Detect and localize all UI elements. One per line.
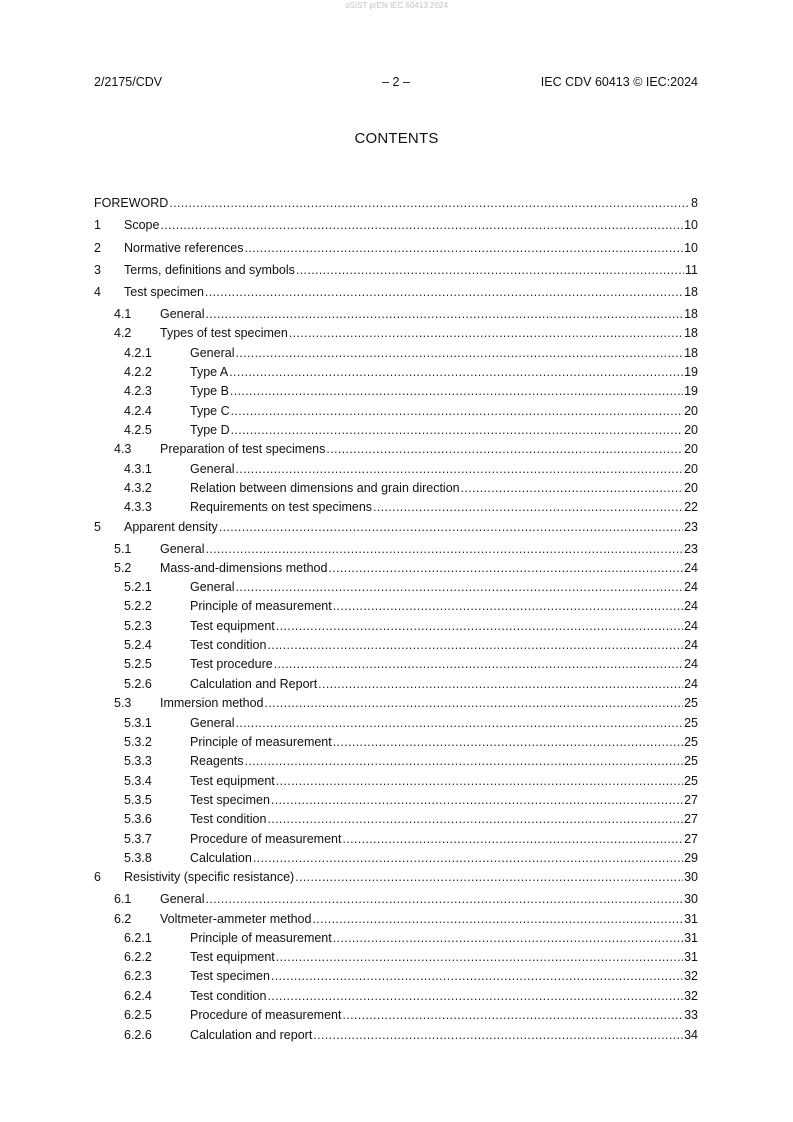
dot-leader xyxy=(267,637,683,653)
dot-leader xyxy=(235,345,683,361)
toc-entry[interactable] xyxy=(94,792,698,808)
toc-entry-number: 5 xyxy=(94,520,101,534)
toc-entry-title: Immersion method xyxy=(160,696,264,710)
toc-entry[interactable] xyxy=(94,383,698,399)
toc-entry-page: 23 xyxy=(684,542,698,556)
toc-entry-number: 5.3.4 xyxy=(124,774,152,788)
toc-entry-number: 6.2.2 xyxy=(124,950,152,964)
toc-entry-number: 1 xyxy=(94,218,101,232)
dot-leader xyxy=(205,284,683,300)
toc-entry-title: Preparation of test specimens xyxy=(160,442,326,456)
toc-entry-page: 32 xyxy=(684,989,698,1003)
toc-entry-number: 4.2.2 xyxy=(124,365,152,379)
toc-entry-number: 5.3.2 xyxy=(124,735,152,749)
toc-entry-number: 4.1 xyxy=(114,307,132,321)
toc-entry[interactable] xyxy=(94,637,698,653)
dot-leader xyxy=(253,850,683,866)
toc-entry[interactable] xyxy=(94,988,698,1004)
toc-entry-title: Type D xyxy=(190,423,230,437)
toc-entry-page: 20 xyxy=(684,481,698,495)
toc-entry[interactable] xyxy=(94,831,698,847)
toc-entry-number: 4.3.3 xyxy=(124,500,152,514)
dot-leader xyxy=(245,240,684,256)
dot-leader xyxy=(276,618,683,634)
toc-entry-title: Test procedure xyxy=(190,657,273,671)
toc-entry-number: 3 xyxy=(94,263,101,277)
toc-entry-title: Test condition xyxy=(190,638,267,652)
toc-entry-title: Type C xyxy=(190,404,230,418)
dot-leader xyxy=(205,306,683,322)
toc-entry-number: 5.2.1 xyxy=(124,580,152,594)
toc-entry-number: 6.2.3 xyxy=(124,969,152,983)
toc-entry[interactable] xyxy=(94,968,698,984)
toc-entry-title: General xyxy=(160,892,205,906)
watermark-text: oSIST prEN IEC 60413:2024 xyxy=(345,1,448,10)
toc-entry-title: Procedure of measurement xyxy=(190,1008,342,1022)
toc-entry-title: Test equipment xyxy=(190,950,275,964)
toc-entry[interactable] xyxy=(94,1007,698,1023)
toc-entry[interactable] xyxy=(94,753,698,769)
toc-entry-page: 20 xyxy=(684,404,698,418)
toc-entry-page: 25 xyxy=(684,696,698,710)
toc-entry-page: 25 xyxy=(684,716,698,730)
toc-entry[interactable] xyxy=(94,325,698,341)
toc-entry-page: 20 xyxy=(684,462,698,476)
toc-entry-page: 30 xyxy=(684,892,698,906)
toc-entry[interactable] xyxy=(94,284,698,300)
toc-entry-title: Relation between dimensions and grain direction xyxy=(190,481,460,495)
toc-entry-page: 27 xyxy=(684,812,698,826)
toc-entry[interactable] xyxy=(94,441,698,457)
toc-entry-number: 5.3 xyxy=(114,696,132,710)
toc-entry-page: 24 xyxy=(684,677,698,691)
toc-entry-page: 34 xyxy=(684,1028,698,1042)
toc-entry[interactable] xyxy=(94,217,698,233)
toc-entry-number: 4.3 xyxy=(114,442,132,456)
dot-leader xyxy=(265,695,684,711)
toc-entry[interactable] xyxy=(94,195,698,211)
dot-leader xyxy=(296,262,684,278)
toc-entry-page: 18 xyxy=(684,326,698,340)
toc-entry-page: 11 xyxy=(685,263,698,277)
toc-entry[interactable] xyxy=(94,579,698,595)
toc-entry-title: Principle of measurement xyxy=(190,931,332,945)
dot-leader xyxy=(289,325,683,341)
dot-leader xyxy=(235,579,683,595)
toc-entry-page: 18 xyxy=(684,307,698,321)
toc-entry-number: 6.1 xyxy=(114,892,132,906)
dot-leader xyxy=(229,364,683,380)
toc-entry-title: Procedure of measurement xyxy=(190,832,342,846)
page-header xyxy=(94,75,698,91)
toc-entry-number: 4.3.2 xyxy=(124,481,152,495)
toc-entry-title: Test specimen xyxy=(124,285,204,299)
toc-entry-page: 27 xyxy=(684,832,698,846)
toc-entry[interactable] xyxy=(94,850,698,866)
toc-entry-number: 5.2 xyxy=(114,561,132,575)
toc-entry-number: 6.2.4 xyxy=(124,989,152,1003)
toc-entry[interactable] xyxy=(94,869,698,885)
toc-entry-title: Calculation xyxy=(190,851,252,865)
toc-entry-title: Mass-and-dimensions method xyxy=(160,561,328,575)
toc-entry-page: 24 xyxy=(684,580,698,594)
toc-entry-page: 10 xyxy=(684,241,698,255)
toc-entry-page: 10 xyxy=(684,218,698,232)
toc-entry-number: 6.2.6 xyxy=(124,1028,152,1042)
toc-entry[interactable] xyxy=(94,422,698,438)
toc-entry-page: 8 xyxy=(691,196,698,210)
dot-leader xyxy=(235,461,683,477)
toc-entry-title: Principle of measurement xyxy=(190,599,332,613)
toc-entry-page: 31 xyxy=(684,912,698,926)
toc-entry-number: 5.3.7 xyxy=(124,832,152,846)
toc-entry-page: 18 xyxy=(684,346,698,360)
toc-entry-page: 29 xyxy=(684,851,698,865)
toc-entry-number: 6.2 xyxy=(114,912,132,926)
page-number: – 2 – xyxy=(382,75,410,89)
toc-entry-title: Scope xyxy=(124,218,160,232)
toc-entry-number: 6.2.1 xyxy=(124,931,152,945)
toc-entry[interactable] xyxy=(94,930,698,946)
dot-leader xyxy=(205,891,683,907)
toc-entry-page: 32 xyxy=(684,969,698,983)
toc-entry-title: Calculation and Report xyxy=(190,677,318,691)
dot-leader xyxy=(245,753,684,769)
toc-entry-title: Test condition xyxy=(190,812,267,826)
toc-entry-title: General xyxy=(160,307,205,321)
toc-entry-page: 31 xyxy=(684,950,698,964)
toc-entry[interactable] xyxy=(94,364,698,380)
toc-entry[interactable] xyxy=(94,541,698,557)
dot-leader xyxy=(461,480,683,496)
toc-entry-page: 24 xyxy=(684,599,698,613)
page-title: CONTENTS xyxy=(354,130,439,147)
toc-entry-page: 30 xyxy=(684,870,698,884)
toc-entry-page: 23 xyxy=(684,520,698,534)
toc-entry-title: Type B xyxy=(190,384,229,398)
toc-entry-title: General xyxy=(190,716,235,730)
toc-entry[interactable] xyxy=(94,345,698,361)
toc-entry-page: 18 xyxy=(684,285,698,299)
dot-leader xyxy=(271,792,683,808)
toc-entry-title: Normative references xyxy=(124,241,244,255)
dot-leader xyxy=(276,949,683,965)
toc-entry[interactable] xyxy=(94,811,698,827)
toc-entry-number: 6.2.5 xyxy=(124,1008,152,1022)
toc-entry-page: 24 xyxy=(684,561,698,575)
dot-leader xyxy=(326,441,683,457)
toc-entry-title: Calculation and report xyxy=(190,1028,313,1042)
toc-entry-page: 20 xyxy=(684,442,698,456)
toc-entry-page: 22 xyxy=(684,500,698,514)
toc-entry-number: 4 xyxy=(94,285,101,299)
dot-leader xyxy=(373,499,683,515)
toc-entry-number: 2 xyxy=(94,241,101,255)
toc-entry[interactable] xyxy=(94,715,698,731)
dot-leader xyxy=(267,811,683,827)
toc-entry-title: General xyxy=(190,462,235,476)
toc-entry[interactable] xyxy=(94,262,698,278)
toc-entry-number: 5.3.5 xyxy=(124,793,152,807)
toc-entry[interactable] xyxy=(94,480,698,496)
toc-entry-title: Test condition xyxy=(190,989,267,1003)
dot-leader xyxy=(231,403,683,419)
toc-entry[interactable] xyxy=(94,695,698,711)
dot-leader xyxy=(313,1027,683,1043)
toc-entry-title: Voltmeter-ammeter method xyxy=(160,912,312,926)
toc-entry-number: 5.2.6 xyxy=(124,677,152,691)
toc-entry[interactable] xyxy=(94,618,698,634)
toc-entry-page: 19 xyxy=(684,365,698,379)
toc-entry-title: Reagents xyxy=(190,754,244,768)
toc-entry-title: Test equipment xyxy=(190,774,275,788)
toc-entry-page: 25 xyxy=(684,735,698,749)
toc-entry-title: Test specimen xyxy=(190,793,270,807)
toc-entry-title: Resistivity (specific resistance) xyxy=(124,870,295,884)
toc-entry-title: Types of test specimen xyxy=(160,326,288,340)
toc-entry-page: 27 xyxy=(684,793,698,807)
toc-entry-title: Terms, definitions and symbols xyxy=(124,263,295,277)
toc-entry[interactable] xyxy=(94,240,698,256)
toc-entry-page: 24 xyxy=(684,619,698,633)
toc-entry-page: 33 xyxy=(684,1008,698,1022)
toc-entry-number: 4.2 xyxy=(114,326,132,340)
dot-leader xyxy=(231,422,683,438)
toc-entry-number: 5.3.8 xyxy=(124,851,152,865)
toc-entry-page: 20 xyxy=(684,423,698,437)
dot-leader xyxy=(274,656,683,672)
toc-entry[interactable] xyxy=(94,734,698,750)
toc-entry-number: 4.2.1 xyxy=(124,346,152,360)
toc-entry-number: 5.2.5 xyxy=(124,657,152,671)
toc-entry-title: Test equipment xyxy=(190,619,275,633)
toc-entry-title: Test specimen xyxy=(190,969,270,983)
toc-entry[interactable] xyxy=(94,306,698,322)
toc-entry[interactable] xyxy=(94,773,698,789)
toc-entry-number: 5.3.1 xyxy=(124,716,152,730)
dot-leader xyxy=(295,869,683,885)
dot-leader xyxy=(271,968,683,984)
toc-entry-title: Type A xyxy=(190,365,229,379)
toc-entry-page: 25 xyxy=(684,754,698,768)
toc-entry-title: Apparent density xyxy=(124,520,218,534)
dot-leader xyxy=(205,541,683,557)
toc-entry-title: General xyxy=(160,542,205,556)
toc-entry[interactable] xyxy=(94,656,698,672)
toc-entry-number: 4.2.3 xyxy=(124,384,152,398)
toc-entry-number: 4.2.5 xyxy=(124,423,152,437)
dot-leader xyxy=(235,715,683,731)
dot-leader xyxy=(160,217,683,233)
dot-leader xyxy=(318,676,683,692)
dot-leader xyxy=(333,930,683,946)
toc-entry-title: Requirements on test specimens xyxy=(190,500,373,514)
toc-entry-title: Principle of measurement xyxy=(190,735,332,749)
toc-entry-number: 5.1 xyxy=(114,542,132,556)
dot-leader xyxy=(333,598,683,614)
dot-leader xyxy=(312,911,683,927)
toc-entry[interactable] xyxy=(94,911,698,927)
toc-entry[interactable] xyxy=(94,1027,698,1043)
dot-leader xyxy=(169,195,690,211)
toc-entry[interactable] xyxy=(94,598,698,614)
toc-entry-number: 5.2.4 xyxy=(124,638,152,652)
document-identifier: IEC CDV 60413 © IEC:2024 xyxy=(540,75,698,89)
dot-leader xyxy=(230,383,683,399)
toc-entry-title: General xyxy=(190,580,235,594)
toc-entry-number: 5.3.3 xyxy=(124,754,152,768)
dot-leader xyxy=(219,519,683,535)
toc-entry-number: 4.3.1 xyxy=(124,462,152,476)
toc-entry-page: 19 xyxy=(684,384,698,398)
dot-leader xyxy=(342,1007,683,1023)
toc-entry-page: 25 xyxy=(684,774,698,788)
toc-entry-title: General xyxy=(190,346,235,360)
toc-entry-number: 5.3.6 xyxy=(124,812,152,826)
dot-leader xyxy=(276,773,683,789)
toc-entry-page: 24 xyxy=(684,657,698,671)
toc-entry-page: 24 xyxy=(684,638,698,652)
toc-entry[interactable] xyxy=(94,499,698,515)
toc-entry[interactable] xyxy=(94,949,698,965)
toc-entry[interactable] xyxy=(94,676,698,692)
toc-entry-title: FOREWORD xyxy=(94,196,169,210)
toc-entry[interactable] xyxy=(94,461,698,477)
dot-leader xyxy=(267,988,683,1004)
document-reference: 2/2175/CDV xyxy=(94,75,163,89)
dot-leader xyxy=(328,560,683,576)
toc-entry-number: 5.2.3 xyxy=(124,619,152,633)
toc-entry[interactable] xyxy=(94,891,698,907)
dot-leader xyxy=(333,734,683,750)
toc-entry-number: 6 xyxy=(94,870,101,884)
toc-entry[interactable] xyxy=(94,560,698,576)
toc-entry[interactable] xyxy=(94,519,698,535)
toc-entry[interactable] xyxy=(94,403,698,419)
toc-entry-page: 31 xyxy=(684,931,698,945)
toc-entry-number: 5.2.2 xyxy=(124,599,152,613)
dot-leader xyxy=(342,831,683,847)
toc-entry-number: 4.2.4 xyxy=(124,404,152,418)
